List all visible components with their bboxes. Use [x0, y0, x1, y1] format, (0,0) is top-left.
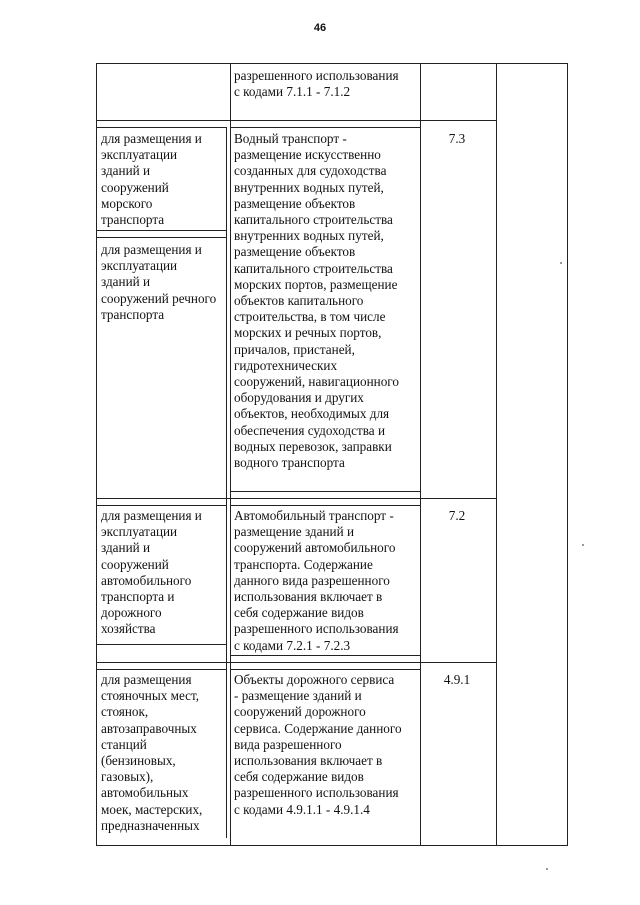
table-left-border [96, 63, 97, 846]
use-purpose: для размещения и эксплуатации зданий и сооружений автомобильного транспорта и дорожного хозяйства [101, 508, 202, 637]
cell-box-line [230, 491, 420, 492]
cell-box-line [230, 669, 420, 670]
scan-speck [546, 868, 548, 870]
use-purpose: для размещения и эксплуатации зданий и сооружений речного транспорта [101, 242, 217, 322]
cell-box-line [230, 655, 420, 656]
cell-box-line [96, 230, 226, 231]
table-bottom-border [96, 845, 568, 846]
cell-box-line [230, 505, 420, 506]
cell-box-line [96, 644, 226, 645]
use-description: разрешенного использования с кодами 7.1.1 - 7.1.2 [234, 68, 399, 100]
scan-speck [582, 544, 584, 546]
use-purpose: для размещения и эксплуатации зданий и сооружений морского транспорта [101, 131, 202, 228]
column-divider [230, 63, 231, 846]
use-code: 7.2 [448, 508, 466, 523]
use-description: Объекты дорожного сервиса - размещение зданий и сооружений дорожного сервиса. Содержание данного вида разрешенного использования включает в себя содержание видов разрешенного использования с кодами 4.9.1.1 - 4.9.1.4 [234, 672, 402, 817]
use-description: Автомобильный транспорт - размещение зданий и сооружений автомобильного транспорта. Содержание данного вида разрешенного использования включает в себя содержание видов разрешенного использования с кодами 7.2.1 - 7.2.3 [234, 508, 399, 653]
use-purpose: для размещения стояночных мест, стоянок, автозаправочных станций (бензиновых, газовых), автомобильных моек, мастерских, предназначенных [101, 672, 203, 833]
cell-box-line [96, 127, 226, 128]
use-description: Водный транспорт - размещение искусственно созданных для судоходства внутренних водных путей, размещение объектов капитального строительства внутренних водных путей, размещение объектов капитального строительства морских портов, размещение объектов капитального строительства, в том числе морских и речных портов, причалов, пристаней, гидротехнических сооружений, навигационного оборудования и других объектов, необходимых для обеспечения судоходства и водных перевозок, заправки водного транспорта [234, 131, 399, 471]
use-code: 7.3 [448, 131, 466, 146]
scan-speck [560, 262, 562, 264]
row-divider [96, 498, 497, 499]
row-divider [96, 662, 497, 663]
use-code: 4.9.1 [443, 672, 471, 687]
row-divider [96, 120, 497, 121]
column-divider [496, 63, 497, 846]
cell-box-line [96, 669, 226, 670]
cell-box-line [96, 505, 226, 506]
column-divider [226, 127, 227, 838]
table-right-border [567, 63, 568, 846]
cell-box-line [96, 237, 226, 238]
column-divider [420, 63, 421, 846]
table-top-border [96, 63, 568, 64]
page-number: 46 [313, 22, 327, 34]
cell-box-line [230, 127, 420, 128]
